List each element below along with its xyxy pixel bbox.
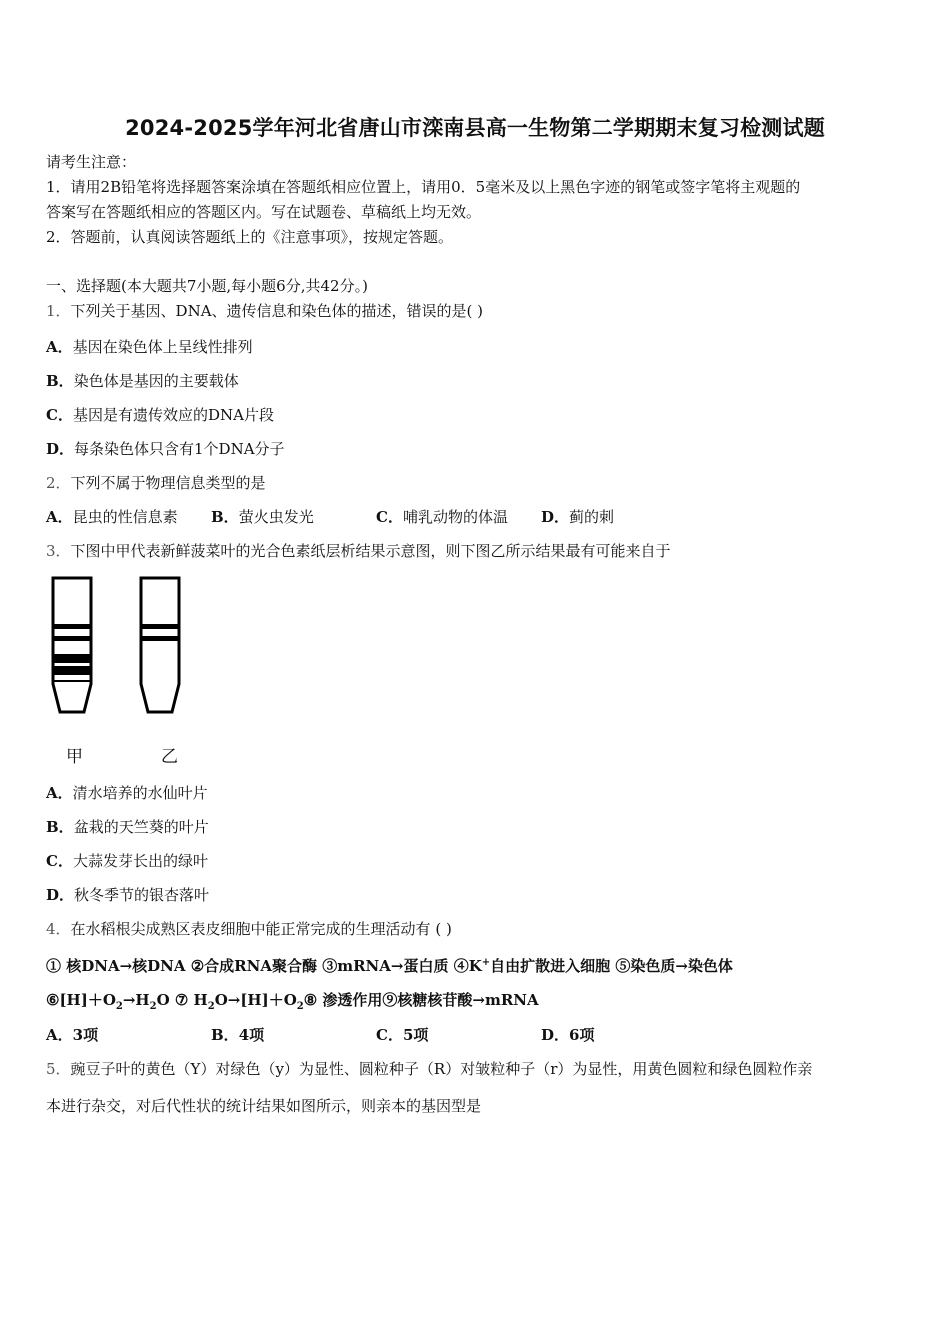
option-letter: D． (541, 1026, 570, 1044)
q4-items-2d: O→[H]＋O (214, 991, 297, 1009)
subscript: 2 (296, 1001, 304, 1012)
q1-option-d[interactable] (46, 439, 285, 459)
option-letter: A． (46, 784, 73, 802)
option-text: 清水培养的水仙叶片 (72, 784, 208, 802)
question-1-number: 1． (46, 302, 71, 320)
tube-yi-outline (141, 578, 179, 712)
option-text: 大蒜发芽长出的绿叶 (72, 852, 208, 870)
section-heading: 一、选择题(本大题共7小题,每小题6分,共42分。) (46, 277, 368, 295)
q4-items-1: ① 核DNA→核DNA ②合成RNA聚合酶 ③mRNA→蛋白质 ④K (46, 957, 482, 975)
subscript: 2 (207, 1001, 215, 1012)
question-3-stem: 下图中甲代表新鲜菠菜叶的光合色素纸层析结果示意图，则下图乙所示结果最有可能来自于 (70, 542, 671, 560)
option-text: 5项 (402, 1026, 429, 1044)
option-text: 3项 (72, 1026, 99, 1044)
question-2-number: 2． (46, 474, 71, 492)
q3-option-a[interactable] (46, 783, 208, 803)
q4-option-b[interactable] (211, 1025, 264, 1045)
option-letter: B． (211, 1026, 239, 1044)
option-letter: B． (46, 818, 74, 836)
question-1 (46, 301, 483, 321)
question-2 (46, 473, 266, 493)
notice-item-1a: 1．请用2B铅笔将选择题答案涂填在答题纸相应位置上，请用0．5毫米及以上黑色字迹的钢笔或签字笔将主观题的 (46, 178, 801, 196)
option-letter: B． (211, 508, 239, 526)
option-text: 盆栽的天竺葵的叶片 (73, 818, 209, 836)
option-text: 蓟的刺 (569, 508, 615, 526)
option-letter: A． (46, 508, 73, 526)
q2-option-b[interactable] (211, 507, 314, 527)
tube-jia-band-1 (53, 624, 91, 629)
question-5 (46, 1059, 812, 1079)
tube-jia-band-2 (53, 636, 91, 641)
q4-items-2c: O ⑦ H (156, 991, 208, 1009)
option-letter: C． (376, 1026, 403, 1044)
tube-jia-band-3 (53, 654, 91, 663)
notice-item-2: 2．答题前，认真阅读答题纸上的《注意事项》，按规定答题。 (46, 228, 454, 246)
question-5-number: 5． (46, 1060, 71, 1078)
notice-heading: 请考生注意： (46, 153, 137, 171)
q4-option-d[interactable] (541, 1025, 594, 1045)
notice-item-1b: 答案写在答题纸相应的答题区内。写在试题卷、草稿纸上均无效。 (46, 203, 482, 221)
chromatography-figure (40, 572, 200, 722)
q4-sup-plus: + (481, 957, 491, 968)
option-letter: C． (46, 406, 73, 424)
q1-option-c[interactable] (46, 405, 274, 425)
option-text: 染色体是基因的主要载体 (73, 372, 239, 390)
q4-items-2b: →H (122, 991, 150, 1009)
q4-items-line-2 (46, 990, 539, 1017)
q4-option-a[interactable] (46, 1025, 98, 1045)
option-text: 哺乳动物的体温 (402, 508, 508, 526)
q3-option-d[interactable] (46, 885, 209, 905)
subscript: 2 (149, 1001, 157, 1012)
q4-items-1-tail: 自由扩散进入细胞 ⑤染色质→染色体 (490, 957, 733, 975)
option-text: 6项 (569, 1026, 595, 1044)
tube-jia-outline (53, 578, 91, 712)
q3-option-b[interactable] (46, 817, 209, 837)
q4-items-line-1 (46, 953, 733, 976)
q2-option-a[interactable] (46, 507, 178, 527)
option-letter: C． (376, 508, 403, 526)
q2-option-d[interactable] (541, 507, 614, 527)
option-text: 昆虫的性信息素 (72, 508, 178, 526)
option-letter: D． (541, 508, 570, 526)
q2-option-c[interactable] (376, 507, 508, 527)
option-letter: D． (46, 440, 75, 458)
option-text: 基因是有遗传效应的DNA片段 (72, 406, 274, 424)
question-5-stem-a: 豌豆子叶的黄色（Y）对绿色（y）为显性、圆粒种子（R）对皱粒种子（r）为显性，用黄色圆粒和绿色圆粒作亲 (70, 1060, 813, 1078)
subscript: 2 (115, 1001, 123, 1012)
question-2-stem: 下列不属于物理信息类型的是 (70, 474, 266, 492)
option-text: 4项 (238, 1026, 265, 1044)
option-letter: A． (46, 338, 73, 356)
question-1-stem: 下列关于基因、DNA、遗传信息和染色体的描述，错误的是( ) (70, 302, 484, 320)
tube-jia-band-4 (53, 666, 91, 675)
q4-option-c[interactable] (376, 1025, 428, 1045)
q1-option-b[interactable] (46, 371, 239, 391)
q4-items-2e: ⑧ 渗透作用⑨核糖核苷酸→mRNA (303, 991, 539, 1009)
question-5-stem-b: 本进行杂交，对后代性状的统计结果如图所示，则亲本的基因型是 (46, 1097, 482, 1115)
option-text: 每条染色体只含有1个DNA分子 (74, 440, 285, 458)
option-letter: B． (46, 372, 74, 390)
q3-option-c[interactable] (46, 851, 208, 871)
tube-yi-band-2 (141, 636, 179, 641)
question-4-stem: 在水稻根尖成熟区表皮细胞中能正常完成的生理活动有 ( ) (70, 920, 452, 938)
question-3 (46, 541, 671, 561)
question-3-number: 3． (46, 542, 71, 560)
page-title: 2024-2025学年河北省唐山市滦南县高一生物第二学期期末复习检测试题 (125, 116, 825, 140)
question-4-number: 4． (46, 920, 71, 938)
option-text: 基因在染色体上呈线性排列 (72, 338, 253, 356)
option-text: 萤火虫发光 (238, 508, 314, 526)
q4-items-2a: ⑥[H]＋O (46, 991, 116, 1009)
tube-yi-band-1 (141, 624, 179, 629)
tube-label-yi: 乙 (161, 747, 178, 767)
option-letter: C． (46, 852, 73, 870)
option-letter: D． (46, 886, 75, 904)
option-text: 秋冬季节的银杏落叶 (74, 886, 210, 904)
q1-option-a[interactable] (46, 337, 253, 357)
tube-label-jia: 甲 (66, 747, 83, 767)
question-4 (46, 919, 452, 939)
option-letter: A． (46, 1026, 73, 1044)
